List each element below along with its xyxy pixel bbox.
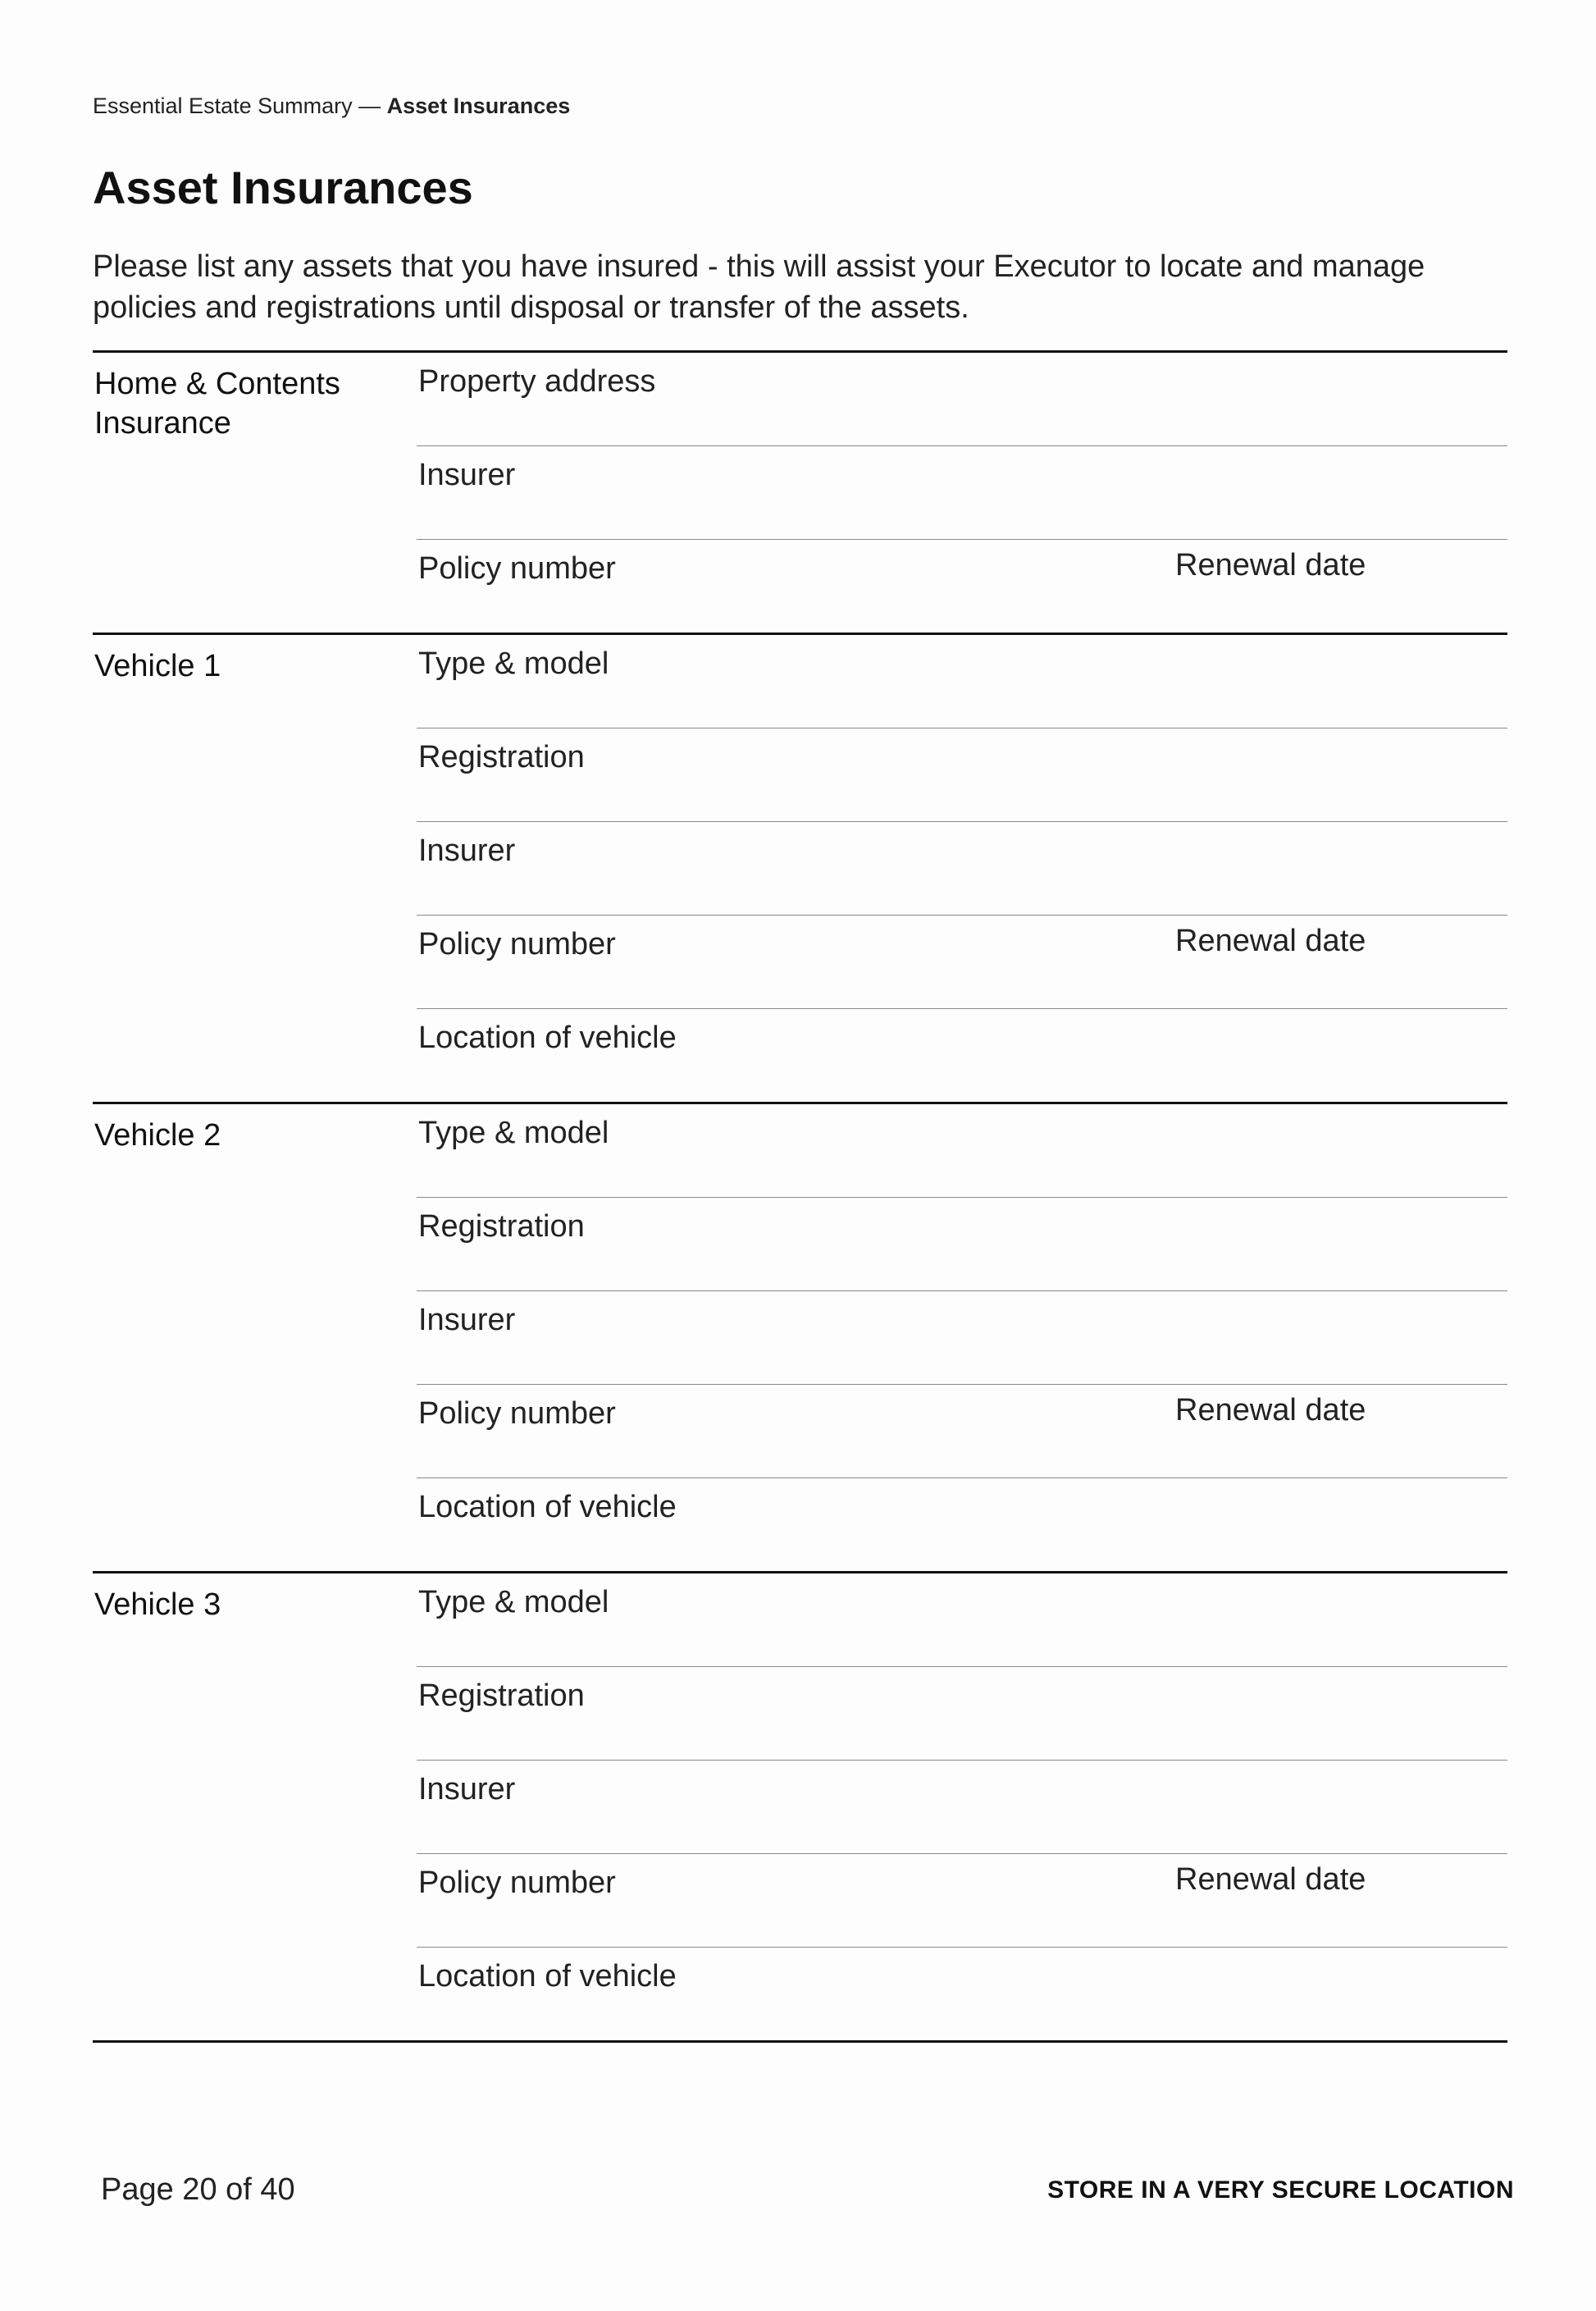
field-label: Policy number [418,551,616,586]
field-label: Registration [418,740,585,774]
field-label: Location of vehicle [418,1021,677,1055]
insurance-table [93,350,1507,2043]
field-list [417,635,1507,1102]
field-label: Insurer [418,834,516,868]
section-vehicle-1 [93,633,1507,1102]
intro-text: Please list any assets that you have insured - this will assist your Executor to locate and manage policies and registrations until disposal or transfer of the assets. [93,249,1425,325]
field-label: Insurer [418,1772,516,1806]
breadcrumb [93,94,570,119]
section-vehicle-3 [93,1571,1507,2040]
field-registration[interactable] [417,1198,1507,1291]
field-insurer[interactable] [417,1291,1507,1385]
section-label: Vehicle 1 [94,649,221,683]
field-label: Insurer [418,458,516,492]
field-label: Policy number [418,927,616,961]
field-type-model[interactable] [417,635,1507,728]
field-insurer[interactable] [417,446,1507,540]
field-location-of-vehicle[interactable] [417,1009,1507,1102]
field-label: Policy number [418,1866,616,1900]
renewal-date-label: Renewal date [1175,1393,1366,1427]
renewal-date-label: Renewal date [1175,924,1366,958]
footer-note: STORE IN A VERY SECURE LOCATION [1047,2176,1514,2204]
section-label: Vehicle 3 [94,1587,221,1622]
field-type-model[interactable] [417,1573,1507,1667]
field-type-model[interactable] [417,1104,1507,1198]
field-location-of-vehicle[interactable] [417,1948,1507,2040]
breadcrumb-parent: Essential Estate Summary [93,94,353,118]
field-label: Location of vehicle [418,1490,677,1524]
renewal-date-label: Renewal date [1175,1862,1366,1897]
field-policy-number[interactable] [417,1385,1507,1478]
field-property-address[interactable] [417,353,1507,446]
section-label: Home & Contents Insurance [94,367,340,441]
field-label: Policy number [418,1396,616,1431]
field-policy-number[interactable] [417,1854,1507,1948]
field-policy-number[interactable] [417,540,1507,633]
field-label: Insurer [418,1303,516,1337]
field-registration[interactable] [417,728,1507,822]
field-location-of-vehicle[interactable] [417,1478,1507,1571]
table-bottom-rule [93,2040,1507,2043]
section-label: Vehicle 2 [94,1118,221,1153]
field-insurer[interactable] [417,1761,1507,1854]
field-list [417,1573,1507,2040]
field-list [417,1104,1507,1571]
field-label: Registration [418,1678,585,1713]
field-label: Type & model [418,646,609,681]
field-list [417,353,1507,633]
breadcrumb-current: Asset Insurances [386,94,571,118]
section-vehicle-2 [93,1102,1507,1571]
section-home-contents [93,350,1507,633]
page-number: Page 20 of 40 [101,2172,295,2207]
page-title: Asset Insurances [93,162,473,213]
field-label: Location of vehicle [418,1959,677,1994]
field-label: Type & model [418,1585,609,1619]
field-label: Registration [418,1209,585,1244]
field-policy-number[interactable] [417,916,1507,1009]
field-insurer[interactable] [417,822,1507,916]
field-label: Property address [418,364,656,399]
field-registration[interactable] [417,1667,1507,1761]
breadcrumb-separator: — [352,94,387,118]
field-label: Type & model [418,1116,609,1150]
renewal-date-label: Renewal date [1175,548,1366,582]
